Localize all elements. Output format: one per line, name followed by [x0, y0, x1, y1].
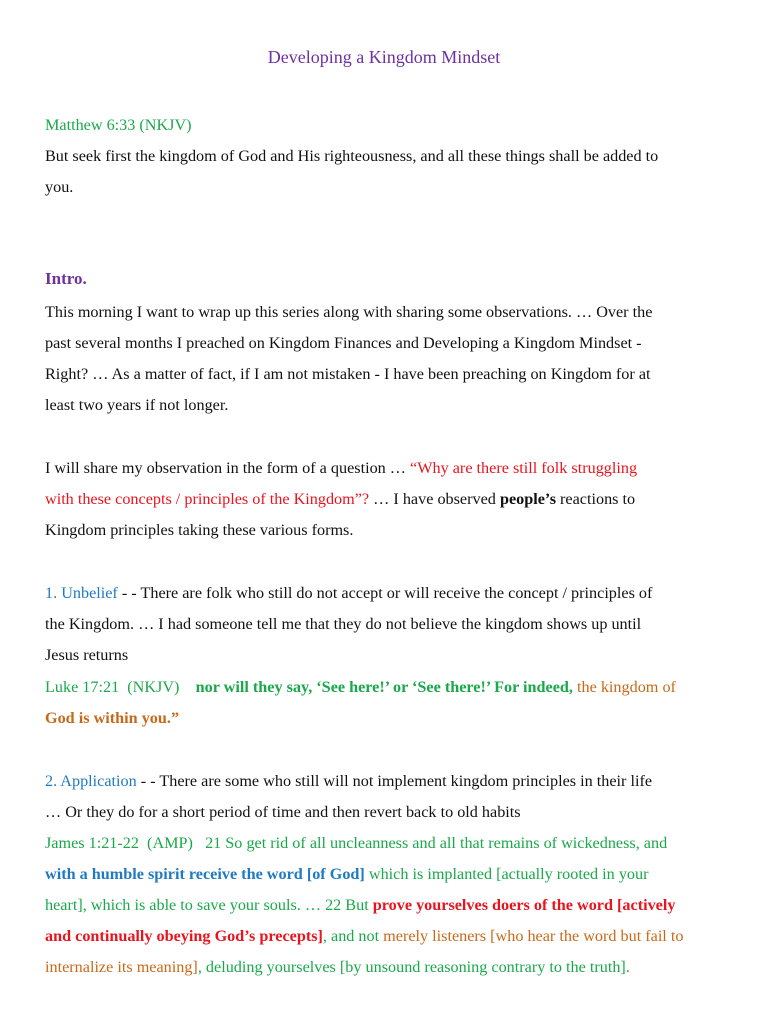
paragraph-line — [45, 457, 728, 479]
scripture-highlight: internalize its meaning] — [45, 958, 198, 976]
page-title: Developing a Kingdom Mindset — [267, 47, 501, 67]
scripture-emphasis: and continually obeying God’s precepts] — [45, 927, 323, 945]
paragraph-line: past several months I preached on Kingdom Finances and Developing a Kingdom Mindset - — [45, 334, 642, 352]
scripture-line — [45, 956, 728, 978]
point-unbelief — [45, 582, 728, 604]
scripture-text-line: you. — [45, 178, 74, 196]
scripture-text: , and not — [322, 927, 384, 945]
text-span: - - There are some who still will not implement kingdom principles in their life — [136, 772, 653, 790]
paragraph-line: … Or they do for a short period of time and then revert back to old habits — [45, 803, 521, 821]
paragraph-line — [45, 488, 728, 510]
scripture-line — [45, 894, 728, 916]
scripture-text: heart], which is able to save your souls. … 22 But — [45, 896, 373, 914]
paragraph-line: least two years if not longer. — [45, 396, 229, 414]
text-span: I will share my observation in the form of a question … — [45, 459, 411, 477]
scripture-highlight: merely listeners [who hear the word but fail to — [383, 927, 684, 945]
scripture-text-line: But seek first the kingdom of God and His righteousness, and all these things shall be added to — [45, 147, 659, 165]
paragraph-line: Jesus returns — [45, 646, 129, 664]
scripture-line — [45, 925, 728, 947]
point-label: 1. Unbelief — [45, 584, 118, 602]
question-quote: “Why are there still folk struggling — [410, 459, 638, 477]
paragraph-line: Right? … As a matter of fact, if I am not mistaken - I have been preaching on Kingdom for at — [45, 365, 651, 383]
scripture-text: , deluding yourselves [by unsound reasoning contrary to the truth]. — [197, 958, 630, 976]
point-application — [45, 770, 728, 792]
point-label: 2. Application — [45, 772, 137, 790]
scripture-text: which is implanted [actually rooted in your — [364, 865, 649, 883]
text-span: reactions to — [556, 490, 636, 508]
scripture-emphasis: prove yourselves doers of the word [actively — [372, 896, 676, 914]
scripture-line — [45, 676, 728, 698]
section-heading-intro: Intro. — [45, 269, 87, 288]
scripture-line: James 1:21-22 (AMP) 21 So get rid of all uncleanness and all that remains of wickedness, and — [45, 834, 668, 852]
bold-text: people’s — [499, 490, 556, 508]
scripture-highlight: the kingdom of — [572, 678, 676, 696]
scripture-reference: Luke 17:21 (NKJV) — [45, 678, 180, 696]
scripture-reference: Matthew 6:33 (NKJV) — [45, 116, 192, 134]
scripture-bold-text: nor will they say, ‘See here!’ or ‘See there!’ For indeed, — [179, 678, 573, 696]
scripture-line — [45, 863, 728, 885]
paragraph-line: the Kingdom. … I had someone tell me that they do not believe the kingdom shows up until — [45, 615, 642, 633]
text-span: - - There are folk who still do not accept or will receive the concept / principles of — [117, 584, 653, 602]
paragraph-line: Kingdom principles taking these various forms. — [45, 521, 354, 539]
paragraph-line: This morning I want to wrap up this series along with sharing some observations. … Over the — [45, 303, 653, 321]
scripture-highlight: God is within you.” — [45, 709, 180, 727]
question-quote: with these concepts / principles of the Kingdom”? — [45, 490, 370, 508]
scripture-emphasis: with a humble spirit receive the word [of God] — [45, 865, 365, 883]
text-span: … I have observed — [369, 490, 500, 508]
